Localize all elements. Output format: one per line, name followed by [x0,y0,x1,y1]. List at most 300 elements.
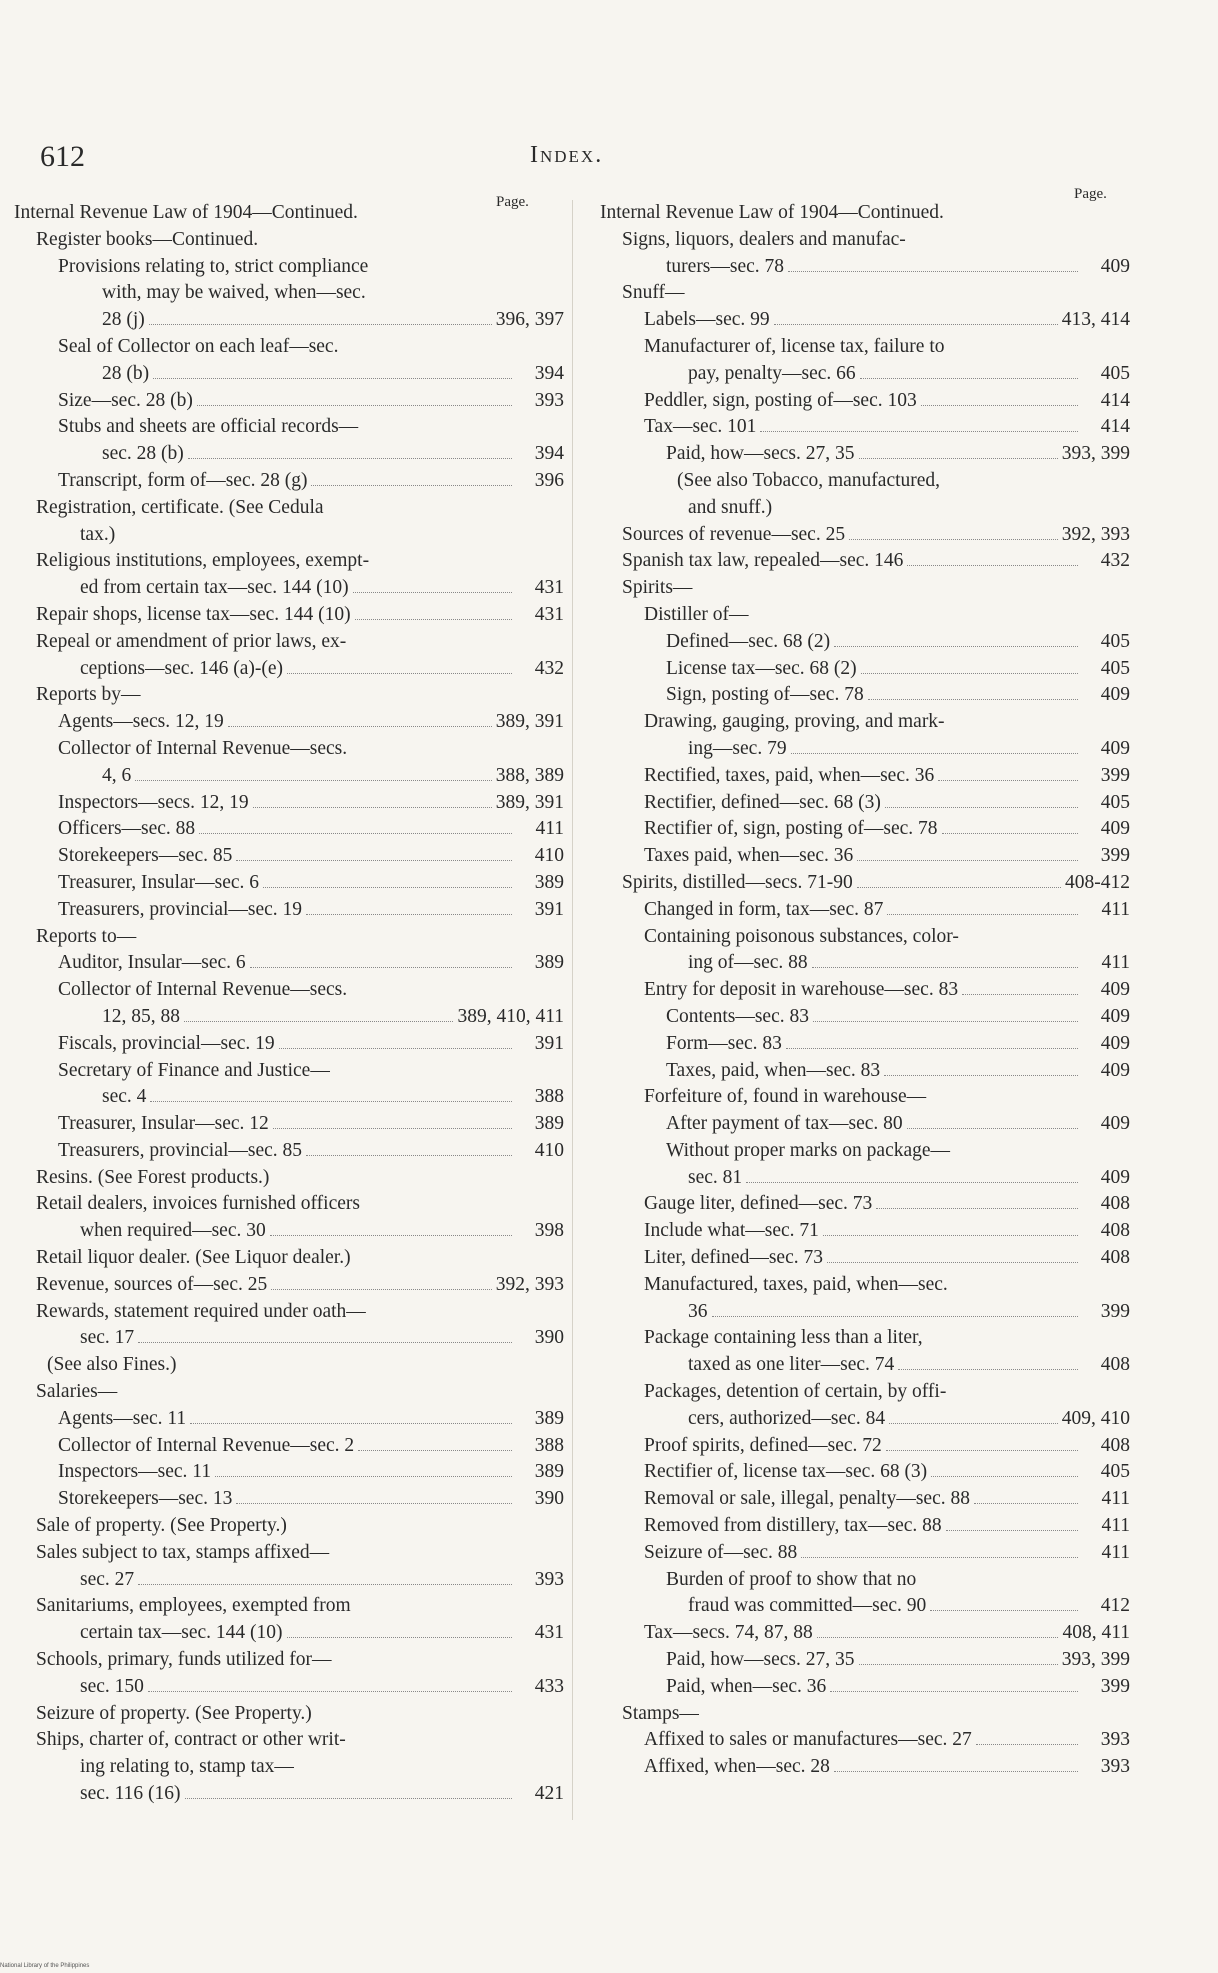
entry-page-ref: 413, 414 [1061,309,1130,331]
entry-page-ref: 409 [1100,684,1130,706]
entry-page-ref: 389, 391 [495,791,564,813]
index-entry [600,1433,1130,1460]
dot-leader [931,1476,1078,1477]
entry-page-ref: 393, 399 [1061,443,1130,465]
entry-text: Sanitariums, employees, exempted from [36,1595,351,1617]
entry-text: Drawing, gauging, proving, and mark- [644,711,945,733]
index-entry [14,1567,564,1594]
entry-page-ref: 405 [1100,362,1130,384]
index-entry [600,200,1130,227]
index-column-right [600,186,1130,1781]
entry-page-ref: 409 [1100,1166,1130,1188]
index-entry [600,1191,1130,1218]
index-entry [600,334,1130,361]
entry-page-ref: 392, 393 [495,1273,564,1295]
dot-leader [188,458,512,459]
dot-leader [974,1503,1078,1504]
entry-page-ref: 408 [1100,1220,1130,1242]
entry-text: Manufacturer of, license tax, failure to [644,335,945,357]
index-entry [600,1245,1130,1272]
entry-text: Affixed, when—sec. 28 [644,1756,830,1778]
index-entry [600,1058,1130,1085]
index-entry [14,1245,564,1272]
index-entry [600,522,1130,549]
entry-text: ceptions—sec. 146 (a)-(e) [80,657,284,679]
index-entry [600,1647,1130,1674]
entry-page-ref: 394 [534,443,564,465]
index-entry [14,334,564,361]
entry-text: Provisions relating to, strict compliance [58,255,369,277]
index-entry [14,816,564,843]
dot-leader [236,1503,512,1504]
dot-leader [253,807,492,808]
entry-text: Labels—sec. 99 [644,309,770,331]
index-entry [14,548,564,575]
entry-text: Storekeepers—sec. 13 [58,1488,233,1510]
index-entry [14,1325,564,1352]
dot-leader [812,967,1078,968]
dot-leader [861,673,1078,674]
index-entry [600,1727,1130,1754]
index-entry [600,682,1130,709]
entry-page-ref: 389 [534,871,564,893]
entry-text: Storekeepers—sec. 85 [58,845,233,867]
entry-text: pay, penalty—sec. 66 [688,362,856,384]
entry-page-ref: 432 [534,657,564,679]
entry-page-ref: 410 [534,845,564,867]
entry-text: Proof spirits, defined—sec. 72 [644,1434,882,1456]
entry-page-ref: 405 [1100,657,1130,679]
index-entry [600,1004,1130,1031]
entry-text: Removal or sale, illegal, penalty—sec. 88 [644,1488,970,1510]
index-entry [14,1647,564,1674]
index-entry [14,200,564,227]
dot-leader [311,485,512,486]
entry-page-ref: 411 [1101,1515,1130,1537]
dot-leader [907,565,1078,566]
entry-text: Sign, posting of—sec. 78 [666,684,864,706]
index-entry [600,1299,1130,1326]
entry-text: sec. 28 (b) [102,443,184,465]
entry-text: Spirits, distilled—secs. 71-90 [622,871,853,893]
entry-text: Registration, certificate. (See Cedula [36,496,324,518]
dot-leader [149,324,492,325]
entry-page-ref: 408 [1100,1354,1130,1376]
entry-page-ref: 390 [534,1327,564,1349]
dot-leader [153,378,512,379]
entry-text: Treasurer, Insular—sec. 6 [58,871,260,893]
dot-leader [353,592,512,593]
index-entry [14,1299,564,1326]
index-entry [14,1084,564,1111]
entry-text: sec. 116 (16) [80,1783,181,1805]
dot-leader [830,1691,1078,1692]
entry-text: Contents—sec. 83 [666,1005,809,1027]
entry-text: Spirits— [622,577,693,599]
dot-leader [199,833,512,834]
entry-page-ref: 389, 391 [495,711,564,733]
index-entry [14,1058,564,1085]
entry-text: Tax—sec. 101 [644,416,757,438]
entry-text: Gauge liter, defined—sec. 73 [644,1193,873,1215]
entry-text: Stubs and sheets are official records— [58,416,359,438]
index-entry [14,414,564,441]
entry-page-ref: 409 [1100,1059,1130,1081]
entry-page-ref: 414 [1100,389,1130,411]
dot-leader [876,1208,1078,1209]
entry-text: Package containing less than a liter, [644,1327,923,1349]
entry-text: Salaries— [36,1381,118,1403]
index-entry [600,790,1130,817]
index-entry [14,1379,564,1406]
index-entry [14,843,564,870]
entry-text: Liter, defined—sec. 73 [644,1247,823,1269]
dot-leader [135,780,492,781]
index-entry [14,602,564,629]
dot-leader [270,1235,512,1236]
entry-page-ref: 409, 410 [1061,1407,1130,1429]
entry-text: Treasurer, Insular—sec. 12 [58,1113,269,1135]
entry-text: Taxes paid, when—sec. 36 [644,845,854,867]
index-entry [600,1218,1130,1245]
dot-leader [184,1021,453,1022]
entry-text: Repeal or amendment of prior laws, ex- [36,630,347,652]
entry-text: with, may be waived, when—sec. [102,282,366,304]
entry-page-ref: 399 [1100,1675,1130,1697]
index-entry [14,977,564,1004]
entry-text: Internal Revenue Law of 1904—Continued. [14,202,358,223]
entry-text: 12, 85, 88 [102,1005,180,1027]
entry-text: tax.) [80,523,116,545]
dot-leader [886,1450,1078,1451]
entry-text: Transcript, form of—sec. 28 (g) [58,469,308,491]
index-entry [14,763,564,790]
entry-text: ing of—sec. 88 [688,952,808,974]
dot-leader [827,1262,1078,1263]
index-entry [600,307,1130,334]
index-entry [600,575,1130,602]
entry-text: sec. 17 [80,1327,135,1349]
index-entry [600,280,1130,307]
entry-page-ref: 389 [534,1113,564,1135]
entry-text: Reports by— [36,684,141,706]
index-entry [600,254,1130,281]
entry-page-ref: 409 [1100,818,1130,840]
entry-page-ref: 393 [1100,1756,1130,1778]
entry-text: 28 (b) [102,362,150,384]
index-entry [14,1674,564,1701]
index-entry [14,709,564,736]
entry-text: Taxes, paid, when—sec. 83 [666,1059,881,1081]
dot-leader [930,1610,1078,1611]
entry-page-ref: 411 [1101,898,1130,920]
entry-text: and snuff.) [688,496,773,518]
index-entry [600,441,1130,468]
index-column-left [14,194,564,1808]
entry-text: Sales subject to tax, stamps affixed— [36,1541,330,1563]
entry-text: Retail liquor dealer. (See Liquor dealer.) [36,1247,351,1269]
dot-leader [712,1316,1079,1317]
entry-page-ref: 410 [534,1139,564,1161]
entry-text: sec. 4 [102,1086,147,1108]
entry-text: Secretary of Finance and Justice— [58,1059,330,1081]
index-entry [14,1433,564,1460]
entry-text: Distiller of— [644,603,749,625]
entry-page-ref: 412 [1100,1595,1130,1617]
index-entry [14,1165,564,1192]
index-entry [600,1459,1130,1486]
entry-page-ref: 409 [1100,737,1130,759]
page-column-label: Page. [1074,186,1107,202]
entry-page-ref: 409 [1100,1005,1130,1027]
entry-text: Ships, charter of, contract or other writ- [36,1729,346,1751]
index-entry [600,950,1130,977]
dot-leader [813,1021,1078,1022]
dot-leader [190,1423,512,1424]
entry-text: Revenue, sources of—sec. 25 [36,1273,268,1295]
entry-page-ref: 388 [534,1434,564,1456]
dot-leader [788,271,1078,272]
entry-page-ref: 393 [534,1568,564,1590]
entry-text: Resins. (See Forest products.) [36,1166,270,1188]
dot-leader [834,1771,1078,1772]
dot-leader [306,914,512,915]
entry-text: Rectifier of, sign, posting of—sec. 78 [644,818,938,840]
dot-leader [228,726,492,727]
entry-text: Include what—sec. 71 [644,1220,819,1242]
dot-leader [938,780,1078,781]
entry-page-ref: 431 [534,577,564,599]
index-entry [14,1513,564,1540]
entry-text: Signs, liquors, dealers and manufac- [622,228,906,250]
entry-text: when required—sec. 30 [80,1220,266,1242]
dot-leader [849,539,1058,540]
dot-leader [138,1584,512,1585]
index-entry [14,1727,564,1754]
index-entry [14,950,564,977]
index-entry [600,1165,1130,1192]
entry-page-ref: 391 [534,898,564,920]
entry-text: ing relating to, stamp tax— [80,1756,294,1778]
entry-text: Seal of Collector on each leaf—sec. [58,335,339,357]
entry-page-ref: 411 [535,818,564,840]
entry-text: Collector of Internal Revenue—sec. 2 [58,1434,355,1456]
dot-leader [185,1798,512,1799]
entry-text: Manufactured, taxes, paid, when—sec. [644,1273,948,1295]
dot-leader [887,914,1078,915]
entry-text: Sale of property. (See Property.) [36,1515,287,1537]
entry-text: Containing poisonous substances, color- [644,925,959,947]
dot-leader [148,1691,512,1692]
entry-text: 36 [688,1300,708,1322]
entry-text: Rectified, taxes, paid, when—sec. 36 [644,764,935,786]
index-entry [600,388,1130,415]
dot-leader [857,887,1061,888]
entry-text: Reports to— [36,925,137,947]
dot-leader [250,967,512,968]
dot-leader [273,1128,512,1129]
index-entry [14,924,564,951]
entry-text: Officers—sec. 88 [58,818,196,840]
index-entry [14,1352,564,1379]
index-entry [14,254,564,281]
dot-leader [823,1235,1078,1236]
entry-text: License tax—sec. 68 (2) [666,657,857,679]
dot-leader [138,1342,512,1343]
entry-text: Seizure of property. (See Property.) [36,1702,312,1724]
index-entry [600,1138,1130,1165]
entry-page-ref: 388 [534,1086,564,1108]
dot-leader [746,1182,1078,1183]
entry-page-ref: 399 [1100,845,1130,867]
index-entry [600,1567,1130,1594]
dot-leader [817,1637,1059,1638]
page-column-label: Page. [496,194,529,210]
entry-text: Forfeiture of, found in warehouse— [644,1086,927,1108]
entry-page-ref: 408-412 [1065,871,1130,893]
entry-text: Seizure of—sec. 88 [644,1541,798,1563]
entry-text: Auditor, Insular—sec. 6 [58,952,246,974]
index-entry [14,280,564,307]
entry-text: Rectifier of, license tax—sec. 68 (3) [644,1461,928,1483]
entry-page-ref: 389 [534,1461,564,1483]
entry-text: Tax—secs. 74, 87, 88 [644,1622,813,1644]
index-entry [14,1004,564,1031]
dot-leader [197,405,512,406]
entry-text: 28 (j) [102,309,145,331]
index-entry [14,441,564,468]
index-entry [14,1272,564,1299]
entry-text: Spanish tax law, repealed—sec. 146 [622,550,904,572]
entry-page-ref: 396, 397 [495,309,564,331]
dot-leader [889,1423,1058,1424]
dot-leader [150,1101,512,1102]
index-entry [600,870,1130,897]
index-entry [600,1620,1130,1647]
entry-page-ref: 388, 389 [495,764,564,786]
entry-text: taxed as one liter—sec. 74 [688,1354,895,1376]
entry-text: Rewards, statement required under oath— [36,1300,366,1322]
entry-text: After payment of tax—sec. 80 [666,1113,903,1135]
index-entry [14,1701,564,1728]
page-number: 612 [40,140,85,173]
entry-text: Fiscals, provincial—sec. 19 [58,1032,275,1054]
index-entry [600,1486,1130,1513]
dot-leader [279,1048,512,1049]
index-entry [14,736,564,763]
index-entry [14,1781,564,1808]
dot-leader [857,860,1078,861]
entry-page-ref: 431 [534,603,564,625]
dot-leader [306,1155,512,1156]
index-entry [600,1325,1130,1352]
entry-text: turers—sec. 78 [666,255,785,277]
entry-page-ref: 408 [1100,1247,1130,1269]
index-entry [600,495,1130,522]
entry-page-ref: 392, 393 [1061,523,1130,545]
index-entry [600,1352,1130,1379]
dot-leader [215,1476,512,1477]
index-entry [600,977,1130,1004]
index-entry [600,1084,1130,1111]
index-entry [14,682,564,709]
dot-leader [907,1128,1078,1129]
entry-text: Treasurers, provincial—sec. 19 [58,898,303,920]
entry-page-ref: 394 [534,362,564,384]
entry-page-ref: 398 [534,1220,564,1242]
index-entry [600,897,1130,924]
entry-page-ref: 405 [1100,791,1130,813]
index-entry [600,709,1130,736]
dot-leader [921,405,1078,406]
dot-leader [884,1075,1078,1076]
entry-text: Religious institutions, employees, exempt- [36,550,370,572]
entry-page-ref: 408 [1100,1434,1130,1456]
entry-page-ref: 411 [1101,1541,1130,1563]
entry-text: ed from certain tax—sec. 144 (10) [80,577,349,599]
entry-page-ref: 414 [1100,416,1130,438]
entry-text: Inspectors—sec. 11 [58,1461,212,1483]
index-entry [600,1674,1130,1701]
entry-page-ref: 411 [1101,1488,1130,1510]
index-entry [600,1701,1130,1728]
index-entry [14,1191,564,1218]
dot-leader [760,431,1078,432]
entry-text: sec. 27 [80,1568,135,1590]
entry-text: Agents—secs. 12, 19 [58,711,224,733]
index-entry [600,1513,1130,1540]
dot-leader [774,324,1058,325]
entry-page-ref: 399 [1100,1300,1130,1322]
entry-page-ref: 408, 411 [1062,1622,1130,1644]
index-entry [14,1486,564,1513]
dot-leader [801,1557,1078,1558]
entry-page-ref: 409 [1100,255,1130,277]
entry-page-ref: 405 [1100,630,1130,652]
index-entry [14,1111,564,1138]
index-entry [14,227,564,254]
index-entry [14,495,564,522]
dot-leader [898,1369,1078,1370]
entry-text: Stamps— [622,1702,699,1724]
index-entry [600,1754,1130,1781]
index-entry [600,656,1130,683]
entry-page-ref: 393 [1100,1729,1130,1751]
index-entry [14,1406,564,1433]
entry-text: fraud was committed—sec. 90 [688,1595,927,1617]
dot-leader [976,1744,1078,1745]
entry-page-ref: 399 [1100,764,1130,786]
index-entry [14,1540,564,1567]
entry-page-ref: 396 [534,469,564,491]
index-entry [14,656,564,683]
dot-leader [786,1048,1078,1049]
dot-leader [860,378,1078,379]
entry-text: (See also Fines.) [47,1354,177,1376]
index-entry [600,1272,1130,1299]
index-entry [600,816,1130,843]
entry-text: Paid, how—secs. 27, 35 [666,443,855,465]
index-entry [600,763,1130,790]
entry-page-ref: 390 [534,1488,564,1510]
entry-page-ref: 389 [534,1407,564,1429]
entry-page-ref: 393, 399 [1061,1649,1130,1671]
entry-text: Snuff— [622,282,685,304]
index-entry [600,361,1130,388]
index-entry [14,575,564,602]
column-divider [572,200,573,1820]
entry-text: Defined—sec. 68 (2) [666,630,831,652]
